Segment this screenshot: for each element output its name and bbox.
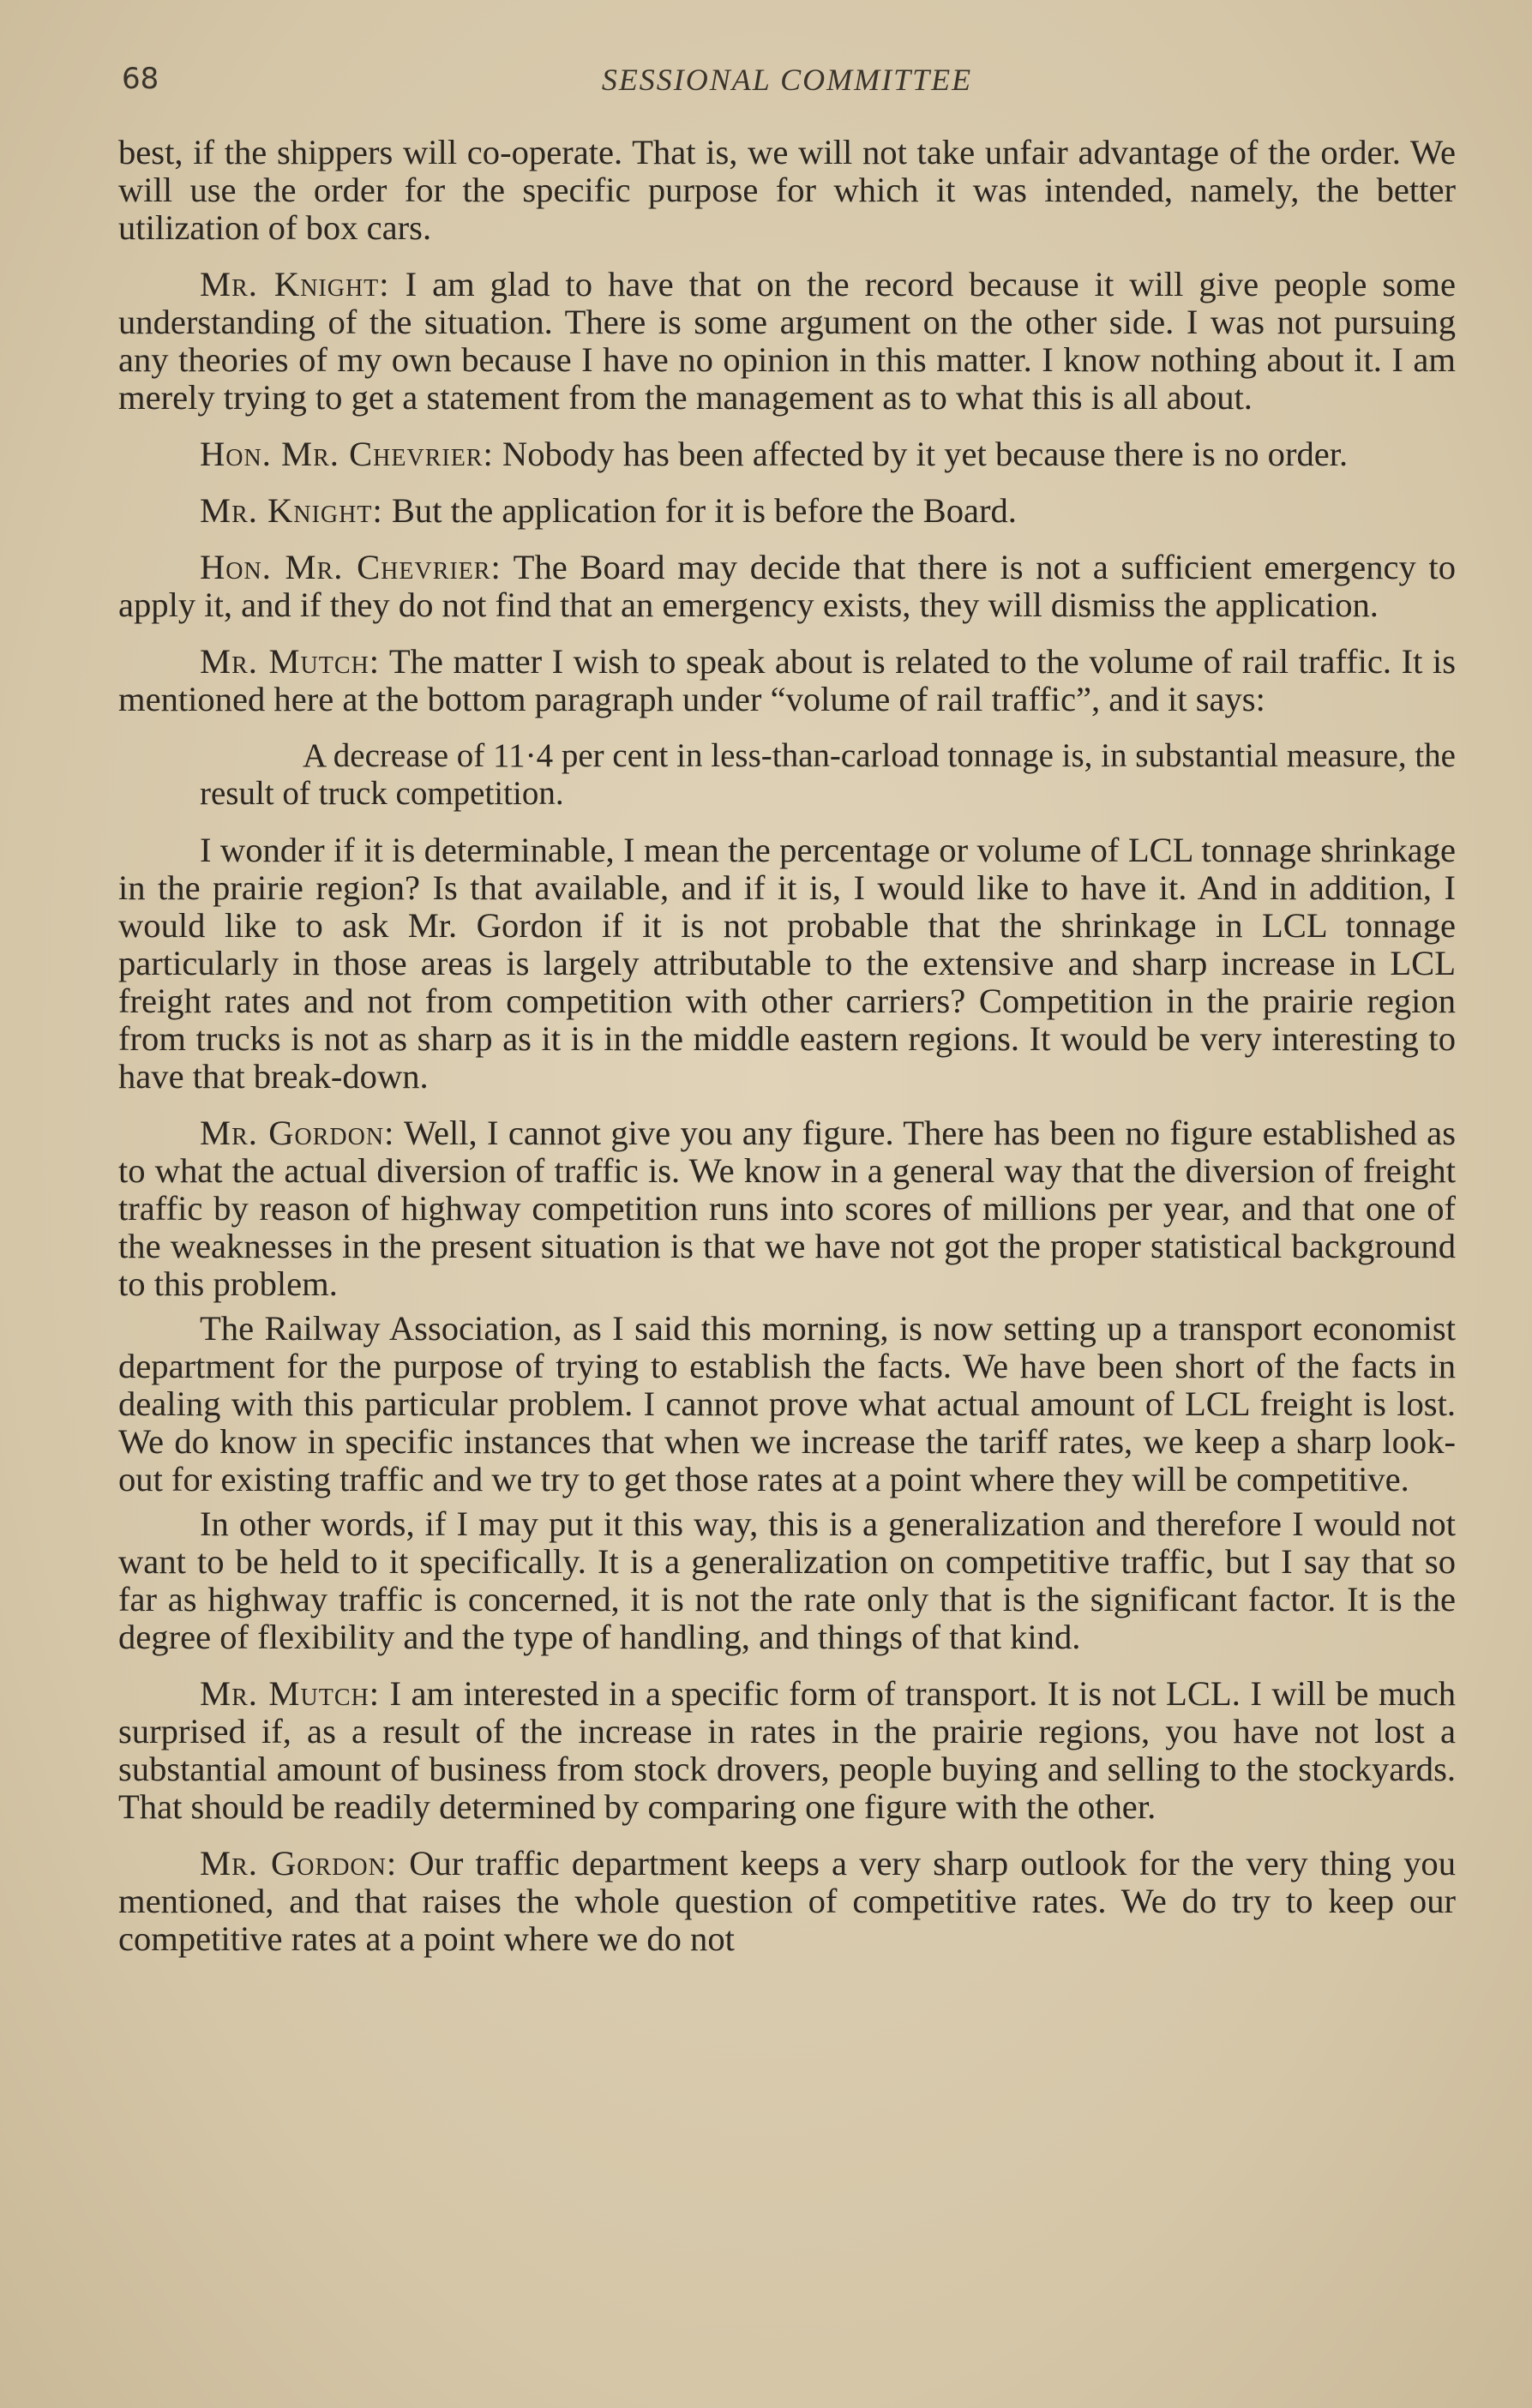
speaker-name: Hon. Mr. Chevrier: [200,548,502,586]
speaker-name: Mr. Knight: [200,491,383,530]
speaker-name: Mr. Mutch: [200,1674,380,1713]
page-body [118,134,1456,1977]
paragraph [118,1310,1456,1498]
paragraph [118,1505,1456,1656]
speech-paragraph [118,549,1456,624]
speaker-name: Mr. Gordon: [200,1844,398,1883]
speech-paragraph [118,643,1456,718]
paragraph-continued [118,134,1456,247]
paragraph-text: I am interested in a specific form of transport. It is not LCL. I will be much surprised if, as a result of the increase in rates in the prairie regions, you have not lost a substantial amount of business from stock drovers, people buying and selling to the stockyards. That should be readily determined by comparing one figure with the other. [118,1674,1456,1826]
paragraph-text: But the application for it is before the Board. [382,491,1017,530]
paragraph-text: The Railway Association, as I said this morning, is now setting up a transport economist department for the purpose of trying to establish the facts. We have been short of the facts in dealing with this particular problem. I cannot prove what actual amount of LCL freight is lost. We do know in specific instances that when we increase the tariff rates, we keep a sharp look-out for existing traffic and we try to get those rates at a point where they will be competitive. [118,1309,1456,1498]
block-quote: A decrease of 11·4 per cent in less-than-carload tonnage is, in substantial measure, the result of truck competition. [200,737,1456,812]
page-number: 68 [122,62,159,96]
paragraph-text: The matter I wish to speak about is related to the volume of rail traffic. It is mentioned here at the bottom paragraph under “volume of rail traffic”, and it says: [118,642,1456,718]
speaker-name: Mr. Mutch: [200,642,381,681]
speech-paragraph [118,492,1456,530]
paragraph-text: best, if the shippers will co-operate. That is, we will not take unfair advantage of the order. We will use the order for the specific purpose for which it was intended, namely, the better utilization of box cars. [118,133,1456,247]
speech-paragraph [118,1114,1456,1303]
paragraph [118,832,1456,1096]
paragraph-text: Nobody has been affected by it yet because there is no order. [493,435,1349,473]
speech-paragraph [118,266,1456,417]
speech-paragraph [118,435,1456,473]
paragraph-text: Well, I cannot give you any figure. There has been no figure established as to what the actual diversion of traffic is. We know in a general way that the diversion of freight traffic by reason of highway competition runs into scores of millions per year, and that one of the weaknesses in the present situation is that we have not got the proper statistical background to this problem. [118,1114,1456,1303]
running-head: SESSIONAL COMMITTEE [601,63,973,97]
paragraph-text: The Board may decide that there is not a sufficient emergency to apply it, and if they do not find that an emergency exists, they will dismiss the application. [118,548,1456,624]
paragraph-text: Our traffic department keeps a very sharp outlook for the very thing you mentioned, and that raises the whole question of competitive rates. We do try to keep our competitive rates at a point where we do not [118,1844,1457,1958]
speech-paragraph [118,1675,1456,1826]
paragraph-text: In other words, if I may put it this way, this is a generalization and therefore I would not want to be held to it specifically. It is a generalization on competitive traffic, but I say that so far as highway traffic is concerned, it is not the rate only that is the significant factor. It is the degree of flexibility and the type of handling, and things of that kind. [118,1504,1456,1656]
speech-paragraph [118,1845,1456,1958]
page-header [118,62,1456,105]
speaker-name: Hon. Mr. Chevrier: [200,435,494,473]
speaker-name: Mr. Knight: [200,265,390,303]
speaker-name: Mr. Gordon: [200,1114,395,1152]
paragraph-text: I am glad to have that on the record because it will give people some understanding of the situation. There is some argument on the other side. I was not pursuing any theories of my own because I have no opinion in this matter. I know nothing about it. I am merely trying to get a statement from the management as to what this is all about. [118,265,1457,417]
paragraph-text: I wonder if it is determinable, I mean the percentage or volume of LCL tonnage shrinkage in the prairie region? Is that available, and if it is, I would like to have it. And in addition, I would like to ask Mr. Gordon if it is not probable that the shrinkage in LCL tonnage particularly in those areas is largely attributable to the extensive and sharp increase in LCL freight rates and not from competition with other carriers? Competition in the prairie region from trucks is not as sharp as it is in the middle eastern regions. It would be very interesting to have that break-down. [118,831,1456,1096]
